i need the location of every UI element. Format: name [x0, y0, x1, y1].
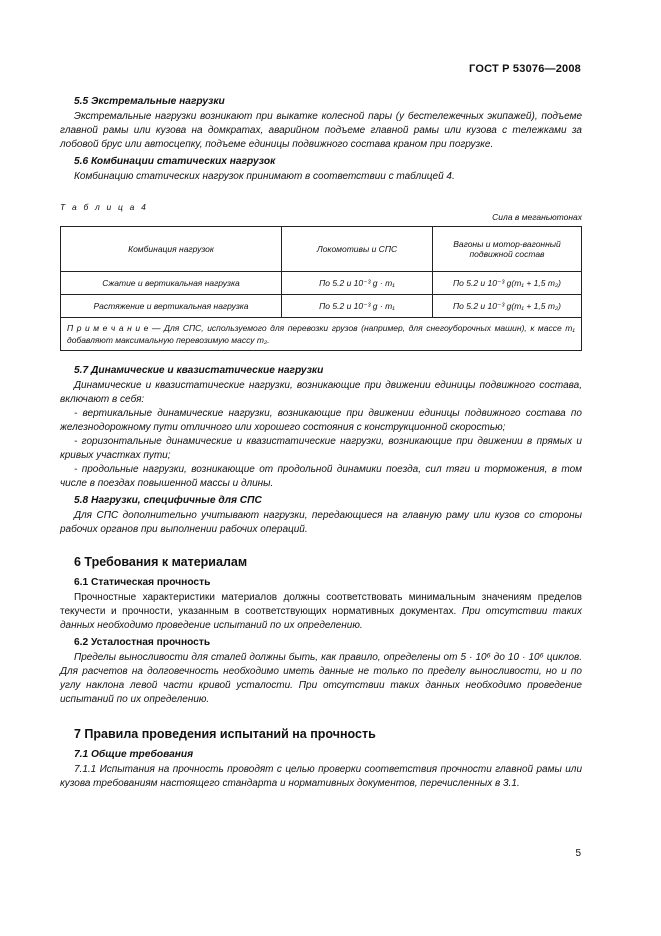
section-5-7-text: Динамические и квазистатические нагрузки, возникающие при движении единицы подвижного состава, включают в себя:	[60, 380, 582, 405]
section-6-1-text-b: При отсутствии таких данных необходимо проведение испытаний по их определению.	[60, 606, 582, 631]
table-caption: Т а б л и ц а 4	[60, 202, 149, 212]
page-number: 5	[575, 848, 581, 859]
section-5-8-text: Для СПС дополнительно учитывают нагрузки, передающиеся на главную раму или кузов со стороны рабочих органов при выполнении рабочих операций.	[60, 510, 582, 535]
table-cell: Сжатие и вертикальная нагрузка	[61, 272, 282, 295]
table-cell: По 5.2 и 10⁻³ g(m₁ + 1,5 m₂)	[433, 272, 582, 295]
table-cell: По 5.2 и 10⁻³ g · m₁	[282, 272, 433, 295]
header-cell: Комбинация нагрузок	[61, 227, 282, 272]
section-6-1-title: 6.1 Статическая прочность	[74, 577, 211, 588]
section-6-2-text: Пределы выносливости для сталей должны быть, как правило, определены от 5 · 10⁶ до 10 · 10⁶ циклов. Для расчетов на долговечность необходимо иметь данные не только по пределу выносливости, но и по углу наклона левой части кривой усталости. При отсутствии таких данных необходимо проведение испытаний по их определению.	[60, 652, 582, 705]
section-6-1-text-a: Прочностные характеристики материалов должны соответствовать минимальным значениям пределов текучести и прочности, указанным в соответствующих нормативных документах.	[60, 592, 582, 617]
section-5-5-text: Экстремальные нагрузки возникают при выкатке колесной пары (у бестележечных экипажей), подъеме главной рамы или кузова на домкратах, аварийном подъеме главной рамы или кузова с тележками за лобовой брус или автосцепку, подъеме единицы подвижного состава краном при погрузке.	[60, 111, 582, 150]
section-5-6-text: Комбинацию статических нагрузок принимают в соответствии с таблицей 4.	[74, 171, 455, 182]
table-row	[61, 295, 582, 318]
section-6-heading: 6 Требования к материалам	[74, 555, 248, 569]
table-note: П р и м е ч а н и е — Для СПС, используемого для перевозки грузов (например, для снегоуборочных машин), к массе m₁ добавляют максимальную перевозимую массу m₂.	[61, 318, 582, 351]
header-cell: Локомотивы и СПС	[282, 227, 433, 272]
section-5-5-title: 5.5 Экстремальные нагрузки	[74, 96, 225, 107]
table-header-row	[61, 227, 582, 272]
section-5-7-title: 5.7 Динамические и квазистатические нагрузки	[74, 365, 324, 376]
table-cell: Растяжение и вертикальная нагрузка	[61, 295, 282, 318]
section-6-1-text	[60, 591, 582, 633]
header-cell: Вагоны и мотор-вагонный подвижной состав	[433, 227, 582, 272]
table-note-row	[61, 318, 582, 351]
section-7-heading: 7 Правила проведения испытаний на прочность	[74, 727, 376, 741]
list-item: - горизонтальные динамические и квазистатические нагрузки, возникающие при движении в прямых и кривых участках пути;	[60, 436, 582, 461]
list-item: - продольные нагрузки, возникающие от продольной динамики поезда, сил тяги и торможения, в том числе в поездах повышенной массы и длины.	[60, 464, 582, 489]
table-unit: Сила в меганьютонах	[492, 212, 582, 222]
table-row	[61, 272, 582, 295]
section-7-1-title: 7.1 Общие требования	[74, 749, 194, 760]
list-item: - вертикальные динамические нагрузки, возникающие при движении единицы подвижного состава по железнодорожному пути отличного или хорошего состояния с конструкционной скоростью;	[60, 408, 582, 433]
section-5-6-title: 5.6 Комбинации статических нагрузок	[74, 156, 276, 167]
table-4	[60, 226, 582, 351]
section-6-2-title: 6.2 Усталостная прочность	[74, 637, 211, 648]
table-cell: По 5.2 и 10⁻³ g · m₁	[282, 295, 433, 318]
section-7-1-1-text: 7.1.1 Испытания на прочность проводят с целью проверки соответствия прочности главной рамы или кузова требованиям настоящего стандарта и нормативных документов, перечисленных в 3.1.	[60, 764, 582, 789]
section-5-8-title: 5.8 Нагрузки, специфичные для СПС	[74, 495, 262, 506]
standard-number: ГОСТ Р 53076—2008	[469, 63, 581, 75]
table-cell: По 5.2 и 10⁻³ g(m₁ + 1,5 m₂)	[433, 295, 582, 318]
page-content	[60, 96, 582, 791]
